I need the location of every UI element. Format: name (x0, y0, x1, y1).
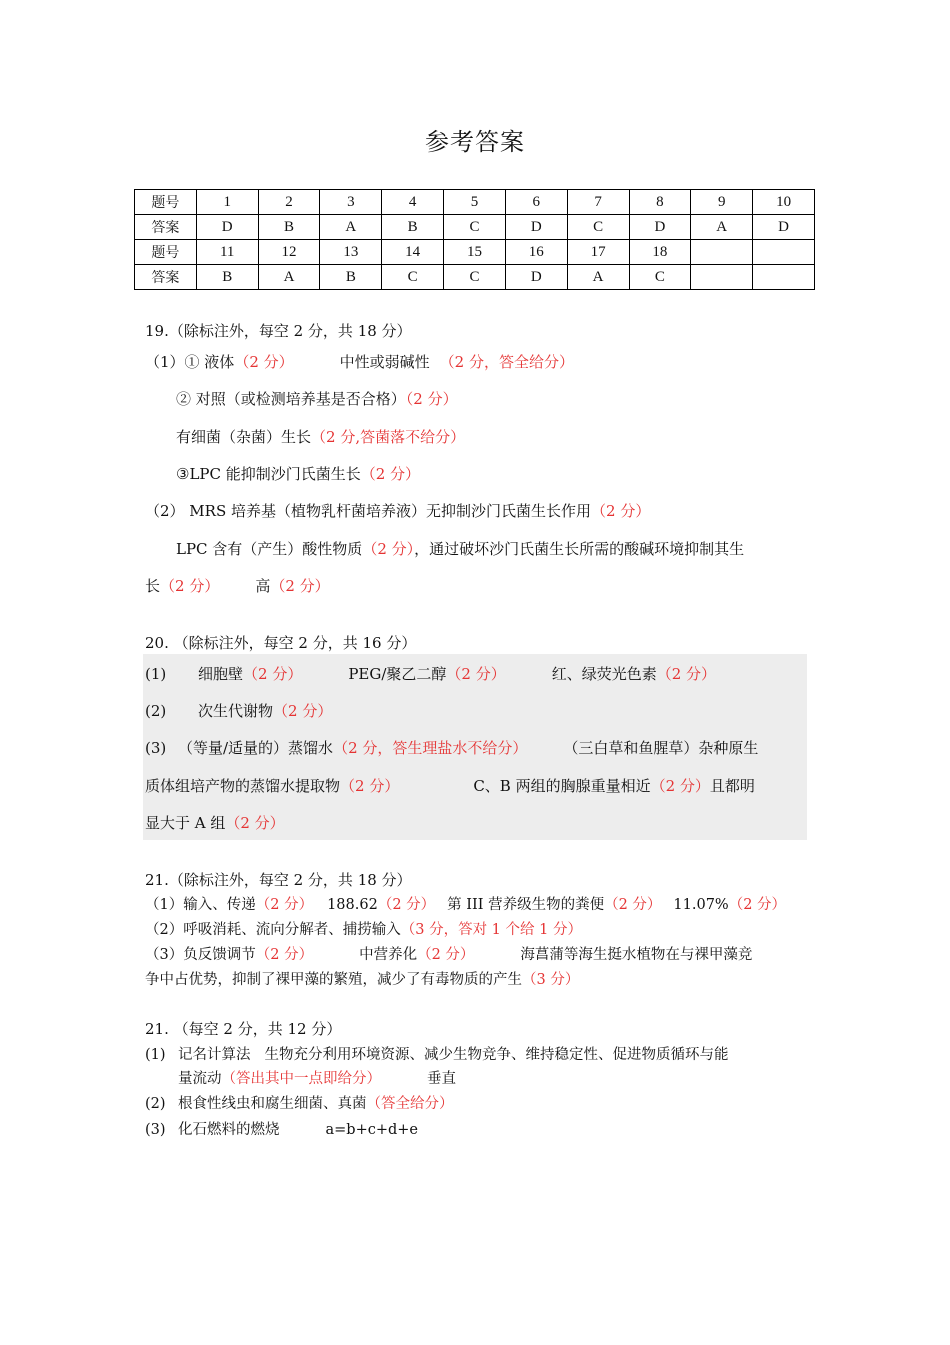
q21a-score: （2 分） (417, 947, 475, 963)
q21a-score: （2 分） (728, 897, 787, 913)
table-row (135, 190, 815, 215)
table-cell: 6 (505, 190, 567, 215)
q21a-score: （2 分） (377, 897, 436, 913)
q20-answer: 质体组培产物的蒸馏水提取物 (145, 777, 341, 795)
table-cell: 8 (629, 190, 691, 215)
q20-answer: C、B 两组的胸腺重量相近 (473, 777, 651, 795)
q19-score: （2 分） (362, 540, 415, 558)
table-cell: B (196, 265, 258, 290)
q19-score: （2 分） (234, 353, 294, 371)
q19-answer: （1）① 液体 (145, 353, 235, 371)
q19-line-4 (176, 464, 420, 484)
table-cell: 16 (505, 240, 567, 265)
q19-answer: ，通过破坏沙门氏菌生长所需的酸碱环境抑制其生 (414, 540, 745, 558)
table-row-header-cell: 答案 (135, 215, 197, 240)
q19-score: （2 分） (270, 577, 330, 595)
q21b-answer: 化石燃料的燃烧 (178, 1122, 280, 1138)
q20-line-1 (145, 664, 716, 684)
q19-score: （2 分,答菌落不给分） (311, 428, 466, 446)
q20-item-number: (1) (145, 665, 167, 683)
q21a-answer: 第 III 营养级生物的粪便 (447, 897, 605, 913)
table-cell: D (196, 215, 258, 240)
table-cell: 17 (567, 240, 629, 265)
q21b-item-number: (3) (145, 1122, 166, 1138)
q20-score: （2 分） (340, 777, 400, 795)
q21b-score: （答全给分） (366, 1096, 454, 1112)
q21a-answer: （2）呼吸消耗、流向分解者、捕捞输入 (145, 922, 401, 938)
q20-item-number: (2) (145, 702, 167, 720)
table-cell: 1 (196, 190, 258, 215)
table-cell (691, 265, 753, 290)
page-title: 参考答案 (425, 128, 525, 156)
q21a-answer: 188.62 (327, 897, 378, 913)
q21b-line-3 (145, 1094, 454, 1114)
q21b-answer: 生物充分利用环境资源、减少生物竞争、维持稳定性、促进物质循环与能 (264, 1047, 729, 1063)
q19-line-7 (145, 576, 330, 596)
q21b-answer: a=b+c+d+e (325, 1122, 419, 1138)
q21a-answer: 11.07% (673, 897, 729, 913)
table-cell: C (629, 265, 691, 290)
table-cell: B (382, 215, 444, 240)
q21a-score: （2 分） (255, 897, 314, 913)
q19-line-2 (176, 389, 458, 409)
q20-answer: 红、绿荧光色素 (551, 665, 657, 683)
q21b-line-2 (178, 1069, 456, 1089)
table-cell: A (691, 215, 753, 240)
q21a-line-2 (145, 920, 582, 940)
table-cell: 3 (320, 190, 382, 215)
table-cell: 18 (629, 240, 691, 265)
q19-answer: 中性或弱碱性 (339, 353, 430, 371)
table-cell: D (505, 265, 567, 290)
q21a-score: （3 分，答对 1 个给 1 分） (400, 922, 582, 938)
table-cell: C (444, 215, 506, 240)
table-cell: A (320, 215, 382, 240)
table-cell: 2 (258, 190, 320, 215)
q19-score: （2 分） (591, 502, 651, 520)
q20-score: （2 分） (273, 702, 333, 720)
q19-answer: 有细菌（杂菌）生长 (176, 428, 312, 446)
q19-line-5 (145, 501, 650, 521)
q21a-line-4 (145, 970, 579, 990)
q20-line-3 (145, 738, 758, 758)
q21a-score: （2 分） (604, 897, 662, 913)
table-cell: B (320, 265, 382, 290)
table-row (135, 215, 815, 240)
q20-line-2 (145, 701, 332, 721)
table-row-header-cell: 答案 (135, 265, 197, 290)
table-cell: 9 (691, 190, 753, 215)
q20-score: （2 分） (243, 665, 303, 683)
q21a-answer: （3）负反馈调节 (145, 947, 256, 963)
table-cell: 12 (258, 240, 320, 265)
table-cell: 13 (320, 240, 382, 265)
table-row (135, 265, 815, 290)
table-cell: A (567, 265, 629, 290)
table-row-header-cell: 题号 (135, 190, 197, 215)
q21b-answer: 记名计算法 (178, 1047, 251, 1063)
q21b-score: （答出其中一点即给分） (221, 1071, 381, 1087)
q20-score: （2 分） (650, 777, 710, 795)
table-cell: 11 (196, 240, 258, 265)
table-cell (691, 240, 753, 265)
q21b-answer: 根食性线虫和腐生细菌、真菌 (178, 1096, 367, 1112)
q19-line-6 (176, 539, 744, 559)
table-cell: A (258, 265, 320, 290)
q21b-answer: 量流动 (178, 1071, 222, 1087)
table-cell: C (567, 215, 629, 240)
q21a-answer: 争中占优势，抑制了裸甲藻的繁殖，减少了有毒物质的产生 (145, 972, 522, 988)
q19-answer: ② 对照（或检测培养基是否合格） (176, 390, 406, 408)
q19-line-3 (176, 427, 465, 447)
q20-answer: 次生代谢物 (198, 702, 274, 720)
table-cell: 10 (753, 190, 815, 215)
q21b-answer: 垂直 (427, 1071, 456, 1087)
q19-answer: ③LPC 能抑制沙门氏菌生长 (176, 465, 361, 483)
q21a-header: 21.（除标注外，每空 2 分，共 18 分） (145, 871, 412, 889)
q19-score: （2 分） (405, 390, 458, 408)
q21a-answer: （1）输入、传递 (145, 897, 256, 913)
q20-score: （2 分） (446, 665, 506, 683)
q21a-answer: 海菖蒲等海生挺水植物在与裸甲藻竞 (520, 947, 753, 963)
q20-score: （2 分） (225, 814, 285, 832)
q19-answer: （2） MRS 培养基（植物乳杆菌培养液）无抑制沙门氏菌生长作用 (145, 502, 592, 520)
answer-table (134, 189, 815, 290)
table-cell: 4 (382, 190, 444, 215)
q21a-score: （3 分） (522, 972, 580, 988)
q19-answer: 高 (255, 577, 271, 595)
q19-score: （2 分） (360, 465, 421, 483)
q20-line-5 (145, 813, 285, 833)
q21b-item-number: (2) (145, 1096, 166, 1112)
q21a-line-3 (145, 945, 752, 965)
table-cell: 7 (567, 190, 629, 215)
table-cell: D (753, 215, 815, 240)
q20-answer: （等量/适量的）蒸馏水 (178, 739, 334, 757)
table-cell (753, 265, 815, 290)
q19-score: （2 分，答全给分） (439, 353, 574, 371)
q20-answer: （三白草和鱼腥草）杂种原生 (563, 739, 759, 757)
table-row-header-cell: 题号 (135, 240, 197, 265)
q21a-score: （2 分） (255, 947, 314, 963)
q19-line-1 (145, 352, 574, 372)
table-cell: C (444, 265, 506, 290)
q19-header: 19.（除标注外，每空 2 分，共 18 分） (145, 322, 412, 340)
q21a-line-1 (145, 895, 786, 915)
q20-score: （2 分） (656, 665, 717, 683)
q20-line-4 (145, 776, 755, 796)
q20-score: （2 分，答生理盐水不给分） (333, 739, 528, 757)
q20-answer: 显大于 A 组 (145, 814, 226, 832)
q19-score: （2 分） (160, 577, 220, 595)
q20-item-number: (3) (145, 739, 167, 757)
table-cell: 15 (444, 240, 506, 265)
q21b-header: 21. （每空 2 分，共 12 分） (145, 1020, 342, 1038)
table-cell: 5 (444, 190, 506, 215)
table-cell: C (382, 265, 444, 290)
table-cell: D (505, 215, 567, 240)
table-cell: B (258, 215, 320, 240)
q21b-line-1 (145, 1045, 729, 1065)
q19-answer: LPC 含有（产生）酸性物质 (176, 540, 363, 558)
q20-answer: 细胞壁 (198, 665, 244, 683)
q20-header: 20. （除标注外，每空 2 分，共 16 分） (145, 634, 417, 652)
q21b-line-4 (145, 1120, 418, 1140)
q19-answer: 长 (145, 577, 161, 595)
q21b-item-number: (1) (145, 1047, 166, 1063)
table-cell: 14 (382, 240, 444, 265)
q20-answer: 且都明 (709, 777, 755, 795)
table-cell: D (629, 215, 691, 240)
table-cell (753, 240, 815, 265)
q20-answer: PEG/聚乙二醇 (348, 665, 447, 683)
q21a-answer: 中营养化 (359, 947, 418, 963)
table-row (135, 240, 815, 265)
